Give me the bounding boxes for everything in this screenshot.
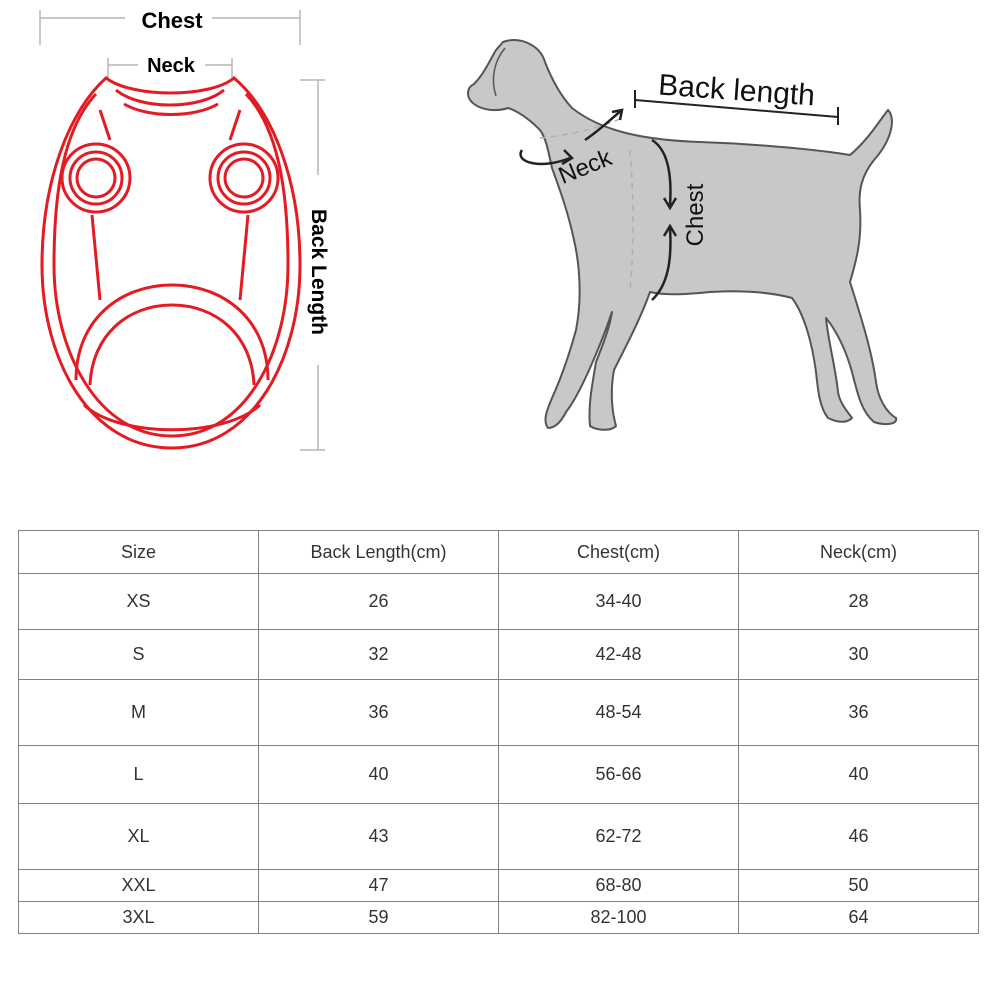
- cell-neck: 30: [739, 630, 979, 680]
- cell-size: XXL: [19, 870, 259, 902]
- table-row: [19, 870, 979, 902]
- header-neck: Neck(cm): [739, 531, 979, 574]
- dog-neck-label: Neck: [554, 144, 616, 190]
- cell-size: M: [19, 680, 259, 746]
- cell-chest: 48-54: [499, 680, 739, 746]
- cell-size: XL: [19, 804, 259, 870]
- cell-back-length: 32: [259, 630, 499, 680]
- cell-back-length: 59: [259, 902, 499, 934]
- dog-diagram: [468, 40, 896, 430]
- table-row: [19, 746, 979, 804]
- cell-size: S: [19, 630, 259, 680]
- table-header-row: [19, 531, 979, 574]
- cell-chest: 42-48: [499, 630, 739, 680]
- size-chart-table: [18, 530, 979, 934]
- cell-neck: 40: [739, 746, 979, 804]
- cell-chest: 34-40: [499, 574, 739, 630]
- cell-chest: 68-80: [499, 870, 739, 902]
- table-row: [19, 574, 979, 630]
- cell-neck: 46: [739, 804, 979, 870]
- table-row: [19, 630, 979, 680]
- header-chest: Chest(cm): [499, 531, 739, 574]
- cell-neck: 36: [739, 680, 979, 746]
- cell-back-length: 36: [259, 680, 499, 746]
- dog-chest-label: Chest: [682, 183, 709, 247]
- cell-back-length: 26: [259, 574, 499, 630]
- garment-neck-label: Neck: [147, 55, 195, 77]
- cell-neck: 50: [739, 870, 979, 902]
- measurement-diagram: [0, 0, 1000, 480]
- cell-chest: 56-66: [499, 746, 739, 804]
- header-back-length: Back Length(cm): [259, 531, 499, 574]
- header-size: Size: [19, 531, 259, 574]
- table-row: [19, 680, 979, 746]
- garment-outline: [42, 78, 300, 448]
- cell-neck: 64: [739, 902, 979, 934]
- cell-chest: 82-100: [499, 902, 739, 934]
- cell-back-length: 47: [259, 870, 499, 902]
- cell-size: XS: [19, 574, 259, 630]
- dog-back-length-label: Back length: [657, 68, 817, 113]
- table-row: [19, 804, 979, 870]
- table-row: [19, 902, 979, 934]
- cell-neck: 28: [739, 574, 979, 630]
- garment-back-length-label: Back Length: [307, 208, 330, 336]
- garment-chest-label: Chest: [141, 8, 203, 33]
- garment-diagram: [40, 8, 330, 450]
- cell-back-length: 43: [259, 804, 499, 870]
- cell-size: L: [19, 746, 259, 804]
- cell-back-length: 40: [259, 746, 499, 804]
- cell-chest: 62-72: [499, 804, 739, 870]
- cell-size: 3XL: [19, 902, 259, 934]
